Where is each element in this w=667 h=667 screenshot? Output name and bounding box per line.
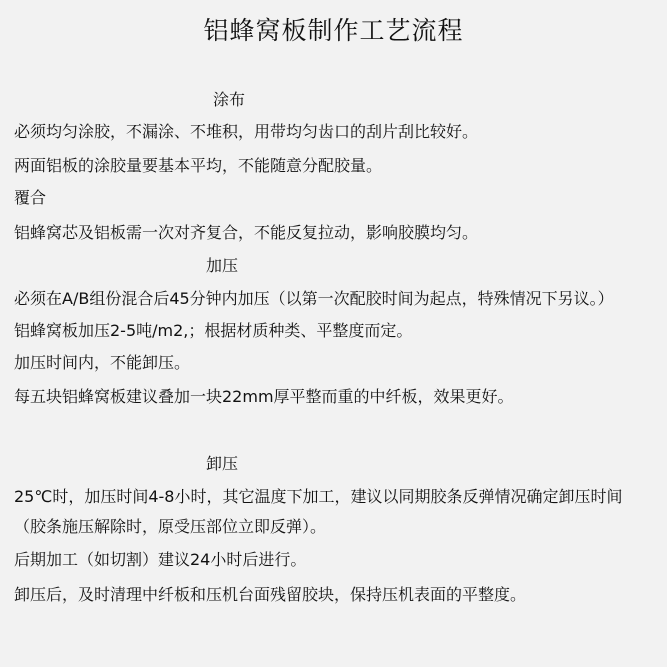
pressing-line-2: 铝蜂窝板加压2-5吨/m2,；根据材质种类、平整度而定。 — [14, 321, 413, 340]
unloading-line-1: 25℃时，加压时间4-8小时，其它温度下加工，建议以同期胶条反弹情况确定卸压时间 — [14, 487, 623, 506]
section-heading-unloading: 卸压 — [206, 454, 239, 473]
pressing-line-4: 每五块铝蜂窝板建议叠加一块22mm厚平整而重的中纤板，效果更好。 — [14, 387, 514, 406]
unloading-line-3: 后期加工（如切割）建议24小时后进行。 — [14, 550, 307, 569]
laminating-line-1: 铝蜂窝芯及铝板需一次对齐复合，不能反复拉动，影响胶膜均匀。 — [14, 223, 479, 242]
section-heading-pressing: 加压 — [206, 256, 239, 275]
section-heading-coating: 涂布 — [213, 90, 246, 109]
pressing-line-3: 加压时间内，不能卸压。 — [14, 353, 191, 372]
section-heading-laminating: 覆合 — [14, 188, 47, 207]
coating-line-2: 两面铝板的涂胶量要基本平均，不能随意分配胶量。 — [14, 156, 383, 175]
coating-line-1: 必须均匀涂胶，不漏涂、不堆积，用带均匀齿口的刮片刮比较好。 — [14, 122, 479, 141]
unloading-line-4: 卸压后，及时清理中纤板和压机台面残留胶块，保持压机表面的平整度。 — [14, 585, 527, 604]
page-title: 铝蜂窝板制作工艺流程 — [203, 16, 464, 45]
unloading-line-2: （胶条施压解除时，原受压部位立即反弹）。 — [14, 517, 327, 536]
pressing-line-1: 必须在A/B组份混合后45分钟内加压（以第一次配胶时间为起点，特殊情况下另议。） — [14, 289, 614, 308]
